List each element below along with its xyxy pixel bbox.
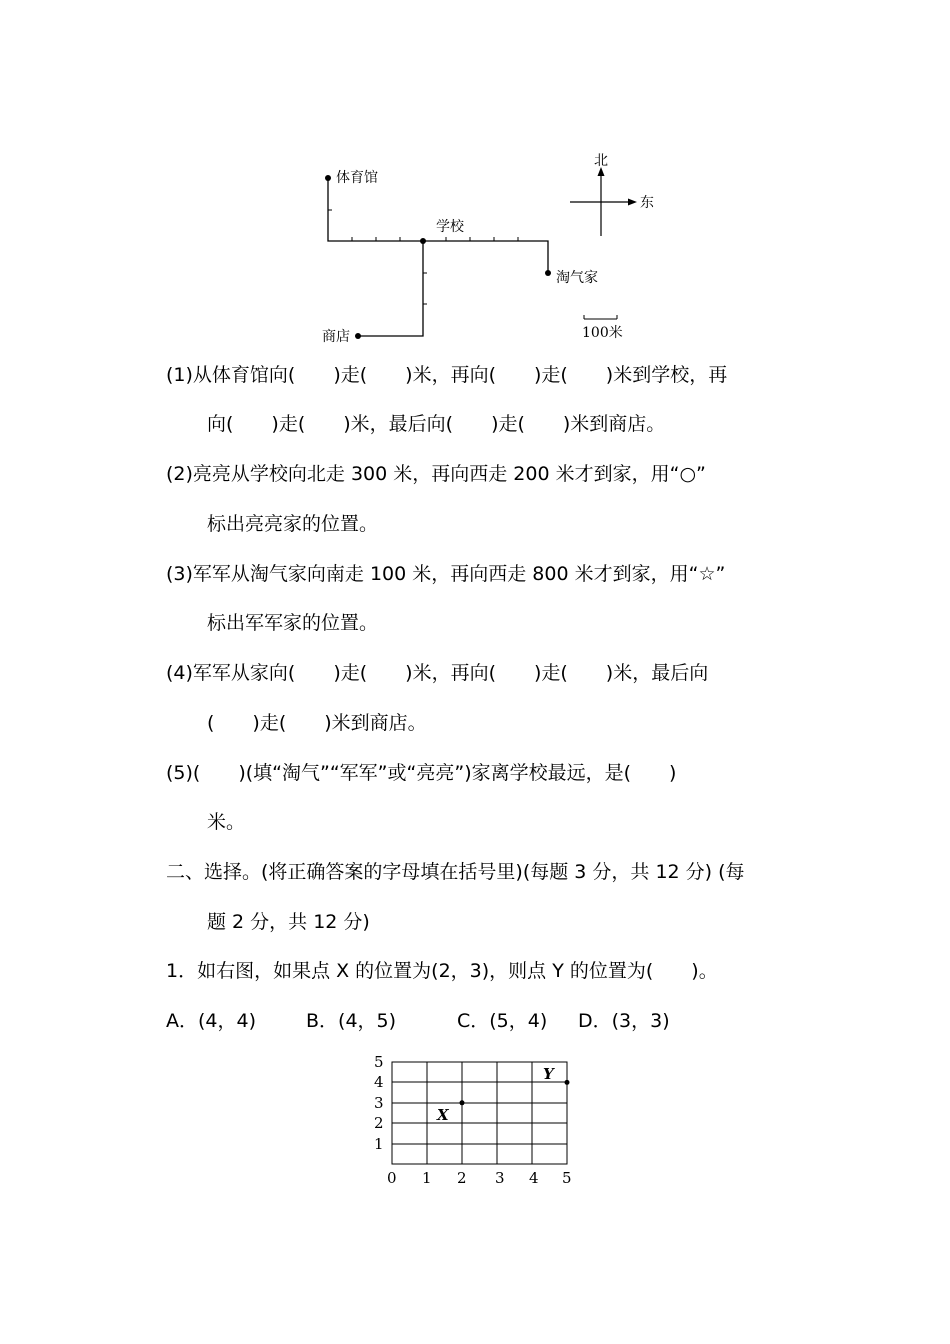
east-label: 东 xyxy=(640,195,654,211)
point-y xyxy=(565,1080,570,1085)
option-d: D．(3，3) xyxy=(578,1010,670,1032)
point-x xyxy=(460,1100,465,1105)
coordinate-grid xyxy=(365,1052,585,1192)
section-2-heading-line-1: 二、选择。(将正确答案的字母填在括号里)(每题 3 分，共 12 分) (每 xyxy=(166,861,745,883)
question-1-line-1: (1)从体育馆向( )走( )米，再向( )走( )米到学校，再 xyxy=(166,364,728,386)
x-tick-3: 3 xyxy=(495,1169,505,1187)
question-5-line-2: 米。 xyxy=(207,811,246,833)
question-4-line-1: (4)军军从家向( )走( )米，再向( )走( )米，最后向 xyxy=(166,662,709,684)
x-tick-2: 2 xyxy=(457,1169,467,1187)
shop-label: 商店 xyxy=(322,329,350,345)
shop-point xyxy=(355,333,361,339)
point-x-label: X xyxy=(437,1106,449,1124)
question-5-line-1: (5)( )(填“淘气”“军军”或“亮亮”)家离学校最远，是( ) xyxy=(166,762,677,784)
route-map xyxy=(300,140,680,355)
question-1-line-2: 向( )走( )米，最后向( )走( )米到商店。 xyxy=(207,413,666,435)
scale-label: 100米 xyxy=(582,325,623,341)
option-b: B．(4，5) xyxy=(306,1010,397,1032)
grid-lines xyxy=(392,1062,567,1164)
x-tick-1: 1 xyxy=(422,1169,432,1187)
y-tick-2: 2 xyxy=(374,1114,384,1132)
point-y-label: Y xyxy=(543,1065,554,1083)
question-3-line-1: (3)军军从淘气家向南走 100 米，再向西走 800 米才到家，用“☆” xyxy=(166,563,726,585)
school-point xyxy=(420,238,426,244)
option-c: C．(5，4) xyxy=(457,1010,548,1032)
question-3-line-2: 标出军军家的位置。 xyxy=(207,612,379,634)
taoqi-home-point xyxy=(545,270,551,276)
choice-question-1: 1．如右图，如果点 X 的位置为(2，3)，则点 Y 的位置为( )。 xyxy=(166,960,718,982)
y-tick-4: 4 xyxy=(374,1073,384,1091)
y-tick-1: 1 xyxy=(374,1135,384,1153)
y-tick-5: 5 xyxy=(374,1053,384,1071)
x-tick-5: 5 xyxy=(562,1169,572,1187)
compass-icon xyxy=(570,167,637,236)
gym-point xyxy=(325,175,331,181)
road-school-shop xyxy=(358,241,423,336)
question-2-line-1: (2)亮亮从学校向北走 300 米，再向西走 200 米才到家，用“○” xyxy=(166,463,706,485)
x-tick-0: 0 xyxy=(387,1169,397,1187)
section-2-heading-line-2: 题 2 分，共 12 分) xyxy=(207,911,370,933)
north-label: 北 xyxy=(594,153,608,169)
question-2-line-2: 标出亮亮家的位置。 xyxy=(207,513,379,535)
taoqi-home-label: 淘气家 xyxy=(556,270,598,286)
x-tick-4: 4 xyxy=(529,1169,539,1187)
gym-label: 体育馆 xyxy=(336,170,378,186)
school-label: 学校 xyxy=(436,219,464,235)
y-tick-3: 3 xyxy=(374,1094,384,1112)
option-a: A．(4，4) xyxy=(166,1010,256,1032)
question-4-line-2: ( )走( )米到商店。 xyxy=(207,712,427,734)
scale-bar xyxy=(584,315,617,319)
